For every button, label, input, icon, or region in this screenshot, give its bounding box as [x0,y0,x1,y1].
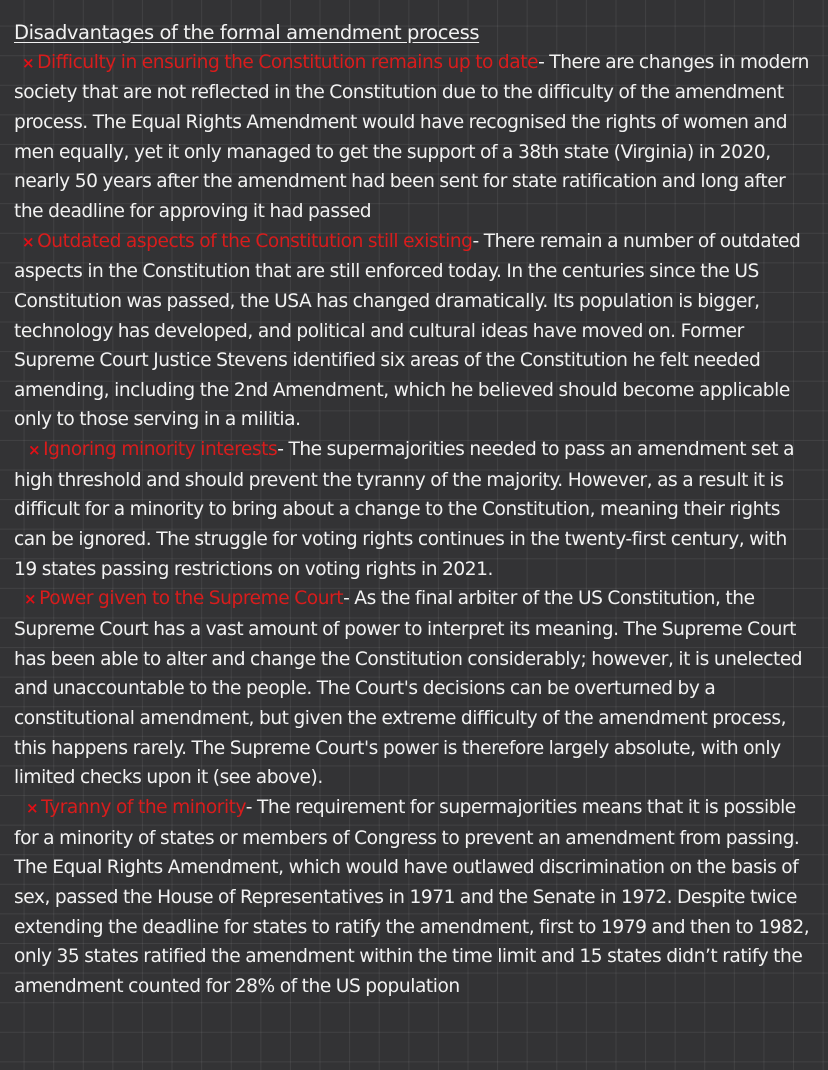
point-body: - As the final arbiter of the US Constitution, the Supreme Court has a vast amount of power to interpret its meaning. The Supreme Court has been able to alter and change the Constitution considerably; however, it is unelected and unaccountable to the people. The Court's decisions can be overturned by a constitutional amendment, but given the extreme difficulty of the amendment process, this happens rarely. The Supreme Court's power is therefore largely absolute, with only limited checks upon it (see above). [14,588,803,789]
point-body: - There remain a number of outdated aspects in the Constitution that are still enforced today. In the centuries since the US Constitution was passed, the USA has changed dramatically. Its population is bigger, technology has developed, and political and cultural ideas have moved on. Former Supreme Court Justice Stevens identified six areas of the Constitution he felt needed amending, including the 2nd Amendment, which he believed should become applicable only to those serving in a militia. [14,230,801,431]
point-heading: Tyranny of the minority [41,797,246,818]
point-paragraph [14,227,812,436]
point-heading: Ignoring minority interests [43,439,278,461]
point-heading: Difficulty in ensuring the Constitution remains up to date [37,51,539,73]
cross-icon: × [26,799,39,817]
cross-icon: × [22,232,35,251]
point-paragraph [14,793,812,1002]
point-body: - The requirement for supermajorities means that it is possible for a minority of states or members of Congress to prevent an amendment from passing. The Equal Rights Amendment, which would have outlawed discrimination on the basis of sex, passed the House of Representatives in 1971 and the Senate in 1972. Despite twice extending the deadline for states to ratify the amendment, first to 1979 and then to 1982, only 35 states ratified the amendment within the time limit and 15 states didn’t ratify the amendment counted for 28% of the US population [14,797,810,997]
point-paragraph [14,435,812,584]
point-paragraph [14,48,812,227]
point-body: - There are changes in modern society that are not reflected in the Constitution due to the difficulty of the amendment process. The Equal Rights Amendment would have recognised the rights of women and men equally, yet it only managed to get the support of a 38th state (Virginia) in 2020, nearly 50 years after the amendment had been sent for state ratification and long after the deadline for approving it had passed [14,51,809,222]
point-body: - The supermajorities needed to pass an amendment set a high threshold and should prevent the tyranny of the majority. However, as a result it is difficult for a minority to bring about a change to the Constitution, meaning their rights can be ignored. The struggle for voting rights continues in the twenty-first century, with 19 states passing restrictions on voting rights in 2021. [14,439,795,580]
point-paragraph [14,584,812,793]
point-heading: Outdated aspects of the Constitution still existing [37,230,473,252]
page-title: Disadvantages of the formal amendment process [14,21,480,44]
cross-icon: × [24,590,37,609]
cross-icon: × [28,441,41,460]
point-heading: Power given to the Supreme Court [39,588,344,610]
cross-icon: × [22,53,35,72]
